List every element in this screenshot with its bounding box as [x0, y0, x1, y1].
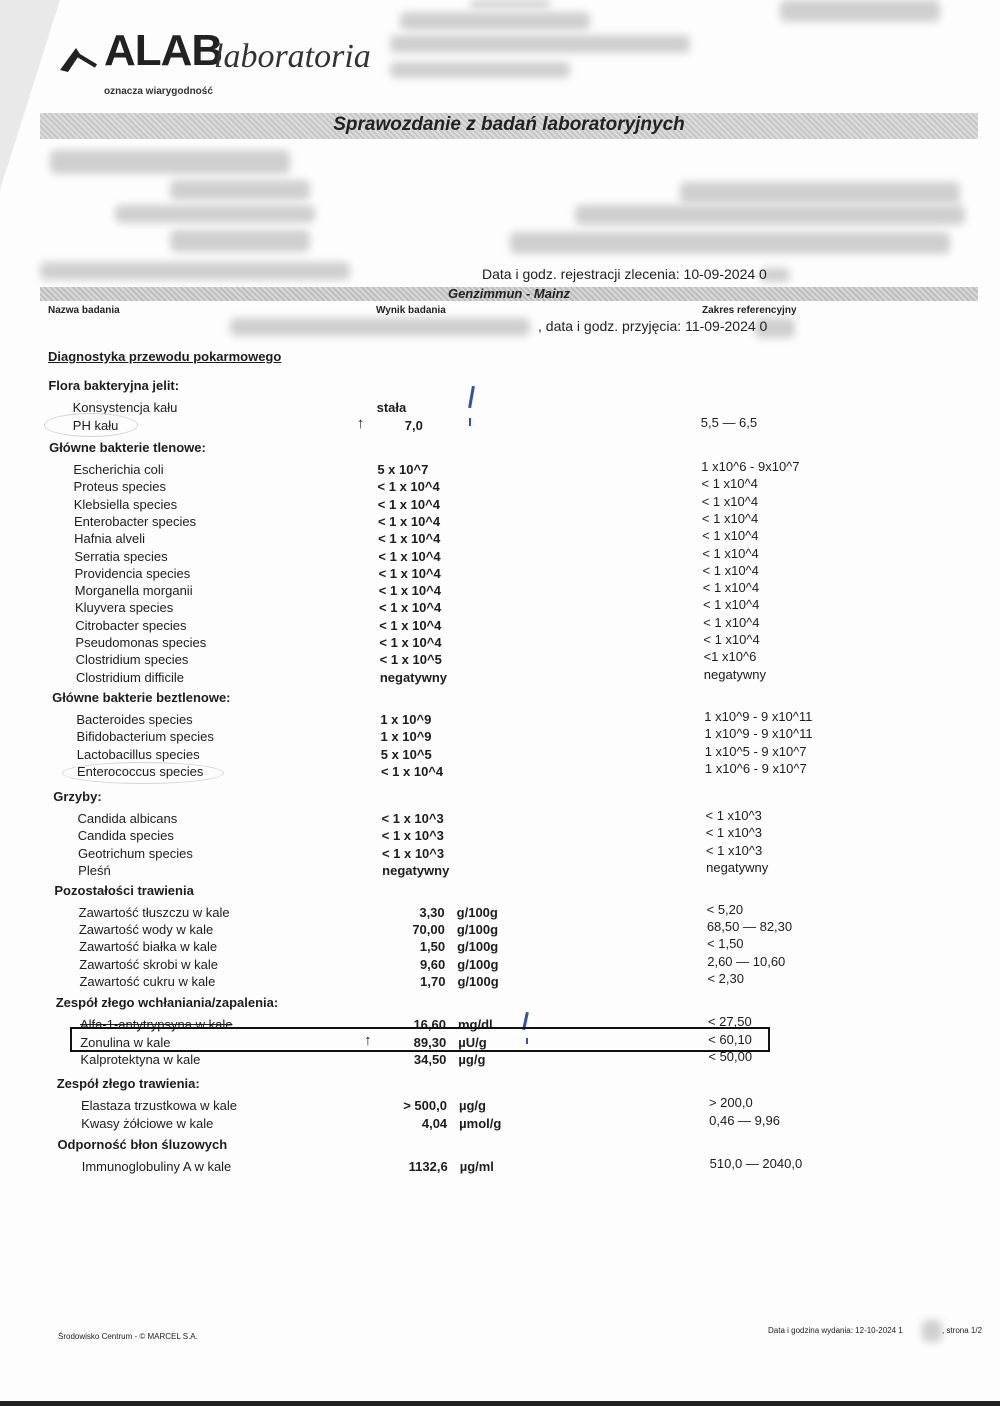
reference-range: < 1 x10^3 — [705, 842, 763, 858]
footer-page: , strona 1/2 — [942, 1326, 983, 1335]
zonulin-highlight-box — [70, 1027, 770, 1052]
test-name: Zawartość cukru w kale — [79, 973, 216, 989]
redacted-block — [230, 318, 530, 336]
received-date: , data i godz. przyjęcia: 11-09-2024 0 — [538, 318, 768, 334]
footer-issue-date: Data i godzina wydania: 12-10-2024 1 — [768, 1326, 903, 1335]
test-name: Bacteroides species — [76, 712, 193, 727]
column-header-result: Wynik badania — [376, 305, 446, 316]
test-name: Zonulina w kale — [80, 1034, 171, 1050]
test-unit: g/100g — [456, 905, 498, 920]
group-title: Główne bakterie beztlenowe: — [52, 690, 231, 705]
report-title-band — [40, 113, 978, 139]
reference-range: 1 x10^6 - 9 x10^7 — [704, 760, 807, 776]
test-name: Serratia species — [74, 548, 168, 564]
test-result: < 1 x 10^4 — [378, 548, 441, 564]
registration-date: Data i godz. rejestracji zlecenia: 10-09-2024 0 — [482, 266, 767, 282]
test-result: 5 x 10^7 — [377, 462, 429, 477]
reference-range: < 1 x10^4 — [701, 476, 758, 492]
reference-range: 1 x10^9 - 9 x10^11 — [704, 726, 813, 742]
test-result: < 1 x 10^4 — [378, 565, 441, 581]
test-result: 89,30 — [413, 1034, 447, 1050]
reference-range: < 1 x10^3 — [705, 808, 762, 823]
test-result: 16,60 — [413, 1017, 446, 1032]
test-name: Zawartość wody w kale — [78, 922, 214, 938]
pen-circle-mark — [62, 762, 224, 784]
redacted-block — [40, 262, 350, 280]
logo-tagline: oznacza wiarygodność — [104, 86, 213, 97]
test-result: < 1 x 10^4 — [380, 763, 444, 779]
redacted-block — [400, 12, 590, 30]
redacted-block — [390, 35, 690, 53]
redacted-block — [470, 0, 550, 8]
test-name: Providencia species — [74, 565, 191, 581]
group-title: Grzyby: — [53, 789, 102, 804]
redacted-block — [575, 205, 965, 225]
group-title: Flora bakteryjna jelit: — [48, 378, 180, 393]
test-result: < 1 x 10^3 — [381, 811, 444, 826]
test-unit: µmol/g — [459, 1115, 502, 1131]
test-result: 3,30 — [419, 905, 445, 920]
pen-tick-mark — [469, 418, 471, 426]
reference-range: < 1 x10^4 — [701, 493, 759, 509]
reference-range: 68,50 — 82,30 — [706, 919, 793, 935]
test-name: Enterococcus species — [76, 763, 204, 779]
test-name: Proteus species — [73, 479, 167, 495]
reference-range: < 27,50 — [707, 1014, 752, 1029]
reference-range: 0,46 — 9,96 — [709, 1112, 780, 1128]
group-title: Odporność błon śluzowych — [57, 1137, 228, 1152]
test-unit: µg/ml — [459, 1159, 494, 1174]
test-result: < 1 x 10^4 — [379, 635, 442, 650]
test-name: Klebsiella species — [73, 496, 178, 512]
column-header-name: Nazwa badania — [48, 305, 120, 316]
group-title: Zespół złego wchłaniania/zapalenia: — [55, 995, 279, 1010]
test-name: Lactobacillus species — [76, 746, 200, 762]
redacted-block — [922, 1320, 942, 1342]
test-unit: g/100g — [457, 956, 499, 972]
test-name: Candida albicans — [77, 811, 178, 826]
test-name: Morganella morganii — [74, 583, 193, 599]
test-result: < 1 x 10^4 — [378, 531, 441, 547]
reference-range: < 1 x10^4 — [702, 580, 760, 596]
test-unit: g/100g — [457, 939, 499, 955]
redacted-block — [50, 150, 290, 174]
test-result: > 500,0 — [403, 1098, 447, 1113]
test-result: 1,50 — [419, 939, 446, 955]
test-name: Citrobacter species — [75, 617, 187, 633]
reference-range: 510,0 — 2040,0 — [709, 1156, 803, 1171]
test-unit: g/100g — [456, 922, 499, 938]
reference-range: < 1 x10^4 — [703, 632, 760, 647]
pen-circle-mark — [44, 413, 138, 437]
test-name: Kwasy żółciowe w kale — [81, 1115, 214, 1131]
abnormal-flag-icon: ↑ — [356, 414, 365, 432]
reference-range: < 1 x10^3 — [705, 825, 763, 841]
test-name: Escherichia coli — [73, 462, 164, 477]
group-title: Zespół złego trawienia: — [56, 1076, 200, 1091]
group-title: Główne bakterie tlenowe: — [49, 440, 206, 455]
logo-brand-text: ALAB — [104, 26, 223, 75]
reference-range: <1 x10^6 — [703, 649, 757, 665]
section-title: Diagnostyka przewodu pokarmowego — [48, 349, 282, 364]
test-name: Elastaza trzustkowa w kale — [80, 1098, 238, 1113]
test-result: < 1 x 10^5 — [379, 652, 442, 668]
test-name: Clostridium species — [75, 652, 189, 668]
group-title: Pozostałości trawienia — [54, 883, 194, 898]
reference-range: < 5,20 — [706, 902, 744, 917]
test-result: < 1 x 10^4 — [377, 496, 440, 512]
pen-tick-mark — [468, 386, 475, 408]
test-result: 70,00 — [412, 922, 445, 938]
test-name: Konsystencja kału — [72, 400, 178, 415]
reference-range: negatywny — [706, 860, 769, 876]
reference-range: < 1,50 — [707, 936, 744, 952]
test-name: Kluyvera species — [75, 600, 174, 616]
lab-band — [40, 287, 978, 301]
test-name: Geotrichum species — [77, 845, 193, 861]
reference-range: < 1 x10^4 — [702, 528, 759, 544]
redacted-block — [510, 232, 950, 254]
test-result: < 1 x 10^4 — [379, 600, 442, 616]
footer-left: Środowisko Centrum - © MARCEL S.A. — [58, 1332, 198, 1341]
lab-name: Genzimmun - Mainz — [447, 286, 571, 301]
reference-range: < 1 x10^4 — [702, 597, 760, 613]
test-result: negatywny — [382, 863, 450, 879]
logo-sub-text: laboratoria — [214, 38, 371, 75]
test-name: Immunoglobuliny A w kale — [81, 1159, 232, 1174]
test-name: Candida species — [77, 828, 174, 844]
test-result: stała — [376, 400, 407, 415]
test-name: Zawartość białka w kale — [79, 939, 218, 955]
test-result: < 1 x 10^4 — [377, 513, 441, 529]
reference-range: < 1 x10^4 — [703, 614, 760, 630]
test-result: 7,0 — [404, 417, 423, 433]
test-result: < 1 x 10^3 — [381, 845, 445, 861]
reference-range: < 60,10 — [708, 1031, 752, 1047]
test-result: < 1 x 10^4 — [378, 583, 441, 599]
test-result: 4,04 — [421, 1115, 448, 1131]
report-title: Sprawozdanie z badań laboratoryjnych — [333, 114, 685, 135]
test-name: Bifidobacterium species — [76, 729, 214, 745]
test-unit: µU/g — [458, 1034, 487, 1050]
test-unit: µg/g — [458, 1098, 486, 1113]
redacted-block — [170, 230, 310, 252]
test-result: 34,50 — [413, 1052, 447, 1067]
test-unit: µg/g — [458, 1052, 486, 1067]
redacted-block — [115, 205, 315, 223]
abnormal-flag-icon: ↑ — [364, 1031, 372, 1049]
test-result: 1132,6 — [408, 1159, 448, 1174]
test-result: 5 x 10^5 — [380, 746, 432, 762]
reference-range: negatywny — [703, 666, 766, 682]
reference-range: 5,5 — 6,5 — [700, 414, 758, 430]
test-unit: g/100g — [457, 973, 499, 989]
page-bottom-edge — [0, 1401, 1000, 1406]
test-name: PH kału — [72, 417, 119, 433]
redacted-block — [390, 62, 570, 78]
test-result: 9,60 — [419, 956, 446, 972]
redacted-block — [170, 180, 310, 200]
test-result: < 1 x 10^4 — [377, 479, 440, 495]
reference-range: 1 x10^9 - 9 x10^11 — [704, 709, 813, 724]
alab-logo-mark-icon — [58, 40, 98, 76]
test-name: Pseudomonas species — [75, 635, 207, 650]
test-result: 1,70 — [420, 973, 446, 989]
test-unit: mg/dl — [458, 1017, 493, 1032]
redacted-block — [780, 0, 940, 22]
test-name: Clostridium difficile — [75, 669, 184, 685]
test-result: 1 x 10^9 — [380, 729, 432, 745]
reference-range: 1 x10^6 - 9x10^7 — [701, 459, 800, 474]
reference-range: 2,60 — 10,60 — [707, 953, 786, 969]
test-name: Pleśń — [78, 863, 111, 879]
test-result: < 1 x 10^3 — [381, 828, 444, 844]
reference-range: < 1 x10^4 — [702, 562, 759, 578]
test-result: negatywny — [379, 669, 448, 685]
reference-range: < 2,30 — [707, 970, 744, 986]
test-name: Alfa-1-antytrypsyna w kale — [80, 1017, 233, 1032]
test-result: < 1 x 10^4 — [379, 617, 442, 633]
reference-range: < 1 x10^4 — [702, 545, 759, 561]
column-header-range: Zakres referencyjny — [702, 305, 797, 316]
reference-range: > 200,0 — [708, 1095, 753, 1110]
test-name: Kalprotektyna w kale — [80, 1052, 201, 1067]
test-name: Hafnia alveli — [74, 531, 145, 547]
reference-range: 1 x10^5 - 9 x10^7 — [704, 743, 807, 759]
test-result: 1 x 10^9 — [380, 712, 432, 727]
reference-range: < 50,00 — [708, 1049, 753, 1064]
test-name: Zawartość skrobi w kale — [79, 956, 218, 972]
reference-range: < 1 x10^4 — [701, 510, 759, 526]
test-name: Zawartość tłuszczu w kale — [78, 905, 230, 920]
redacted-block — [680, 182, 960, 204]
test-name: Enterobacter species — [73, 513, 197, 529]
